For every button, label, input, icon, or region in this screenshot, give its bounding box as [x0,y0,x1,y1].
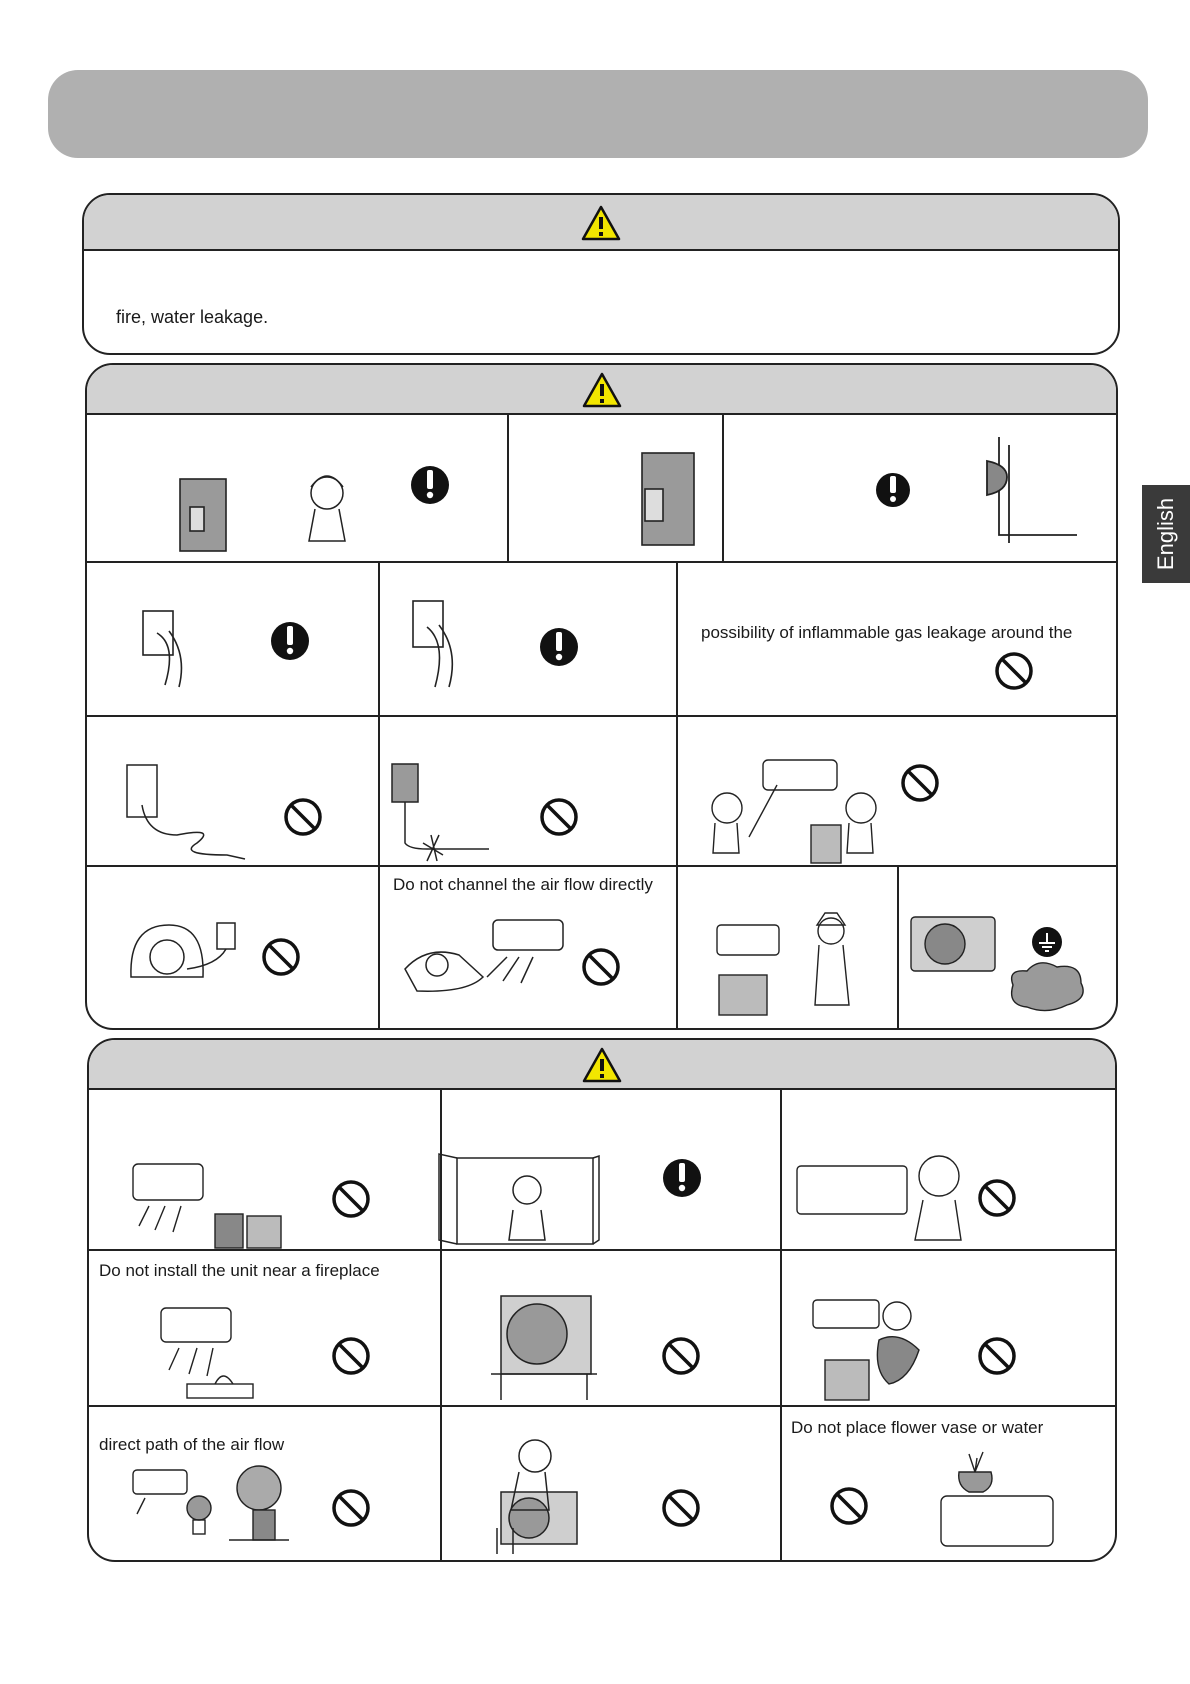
window-person-illustration [439,1154,599,1244]
language-tab[interactable] [1142,485,1190,583]
warning-intro-text: fire, water leakage. [116,307,269,327]
damaged-cord-illustration [392,764,489,861]
breaker-illustration [180,479,226,551]
plug-hand-illustration [413,601,452,687]
warning-triangle-icon [581,205,621,241]
language-tab-label: English [1153,497,1178,571]
prohibited-icon [334,1491,368,1525]
prohibited-icon [980,1181,1014,1215]
outlet-cord-illustration [127,765,245,859]
prohibited-icon [264,940,298,974]
mandatory-icon [663,1159,701,1197]
outdoor-unit-grounding-illustration [911,917,1083,1011]
plug-hand-illustration [143,611,181,687]
unit-bottles-illustration [133,1164,281,1248]
child-climbing-illustration [497,1440,577,1554]
outdoor-unit-stand-illustration [491,1296,597,1400]
prohibited-icon [664,1491,698,1525]
ground-icon [1032,927,1062,957]
plant-unit-illustration [813,1300,919,1400]
prohibited-icon [334,1182,368,1216]
prohibited-icon [542,800,576,834]
wall-pipe-illustration [987,437,1077,543]
air-path-caption: direct path of the air flow [99,1435,285,1454]
prohibited-icon [334,1339,368,1373]
prohibited-icon [286,800,320,834]
mandatory-icon [271,622,309,660]
warning-section-grid [87,365,1116,1028]
breaker-illustration [642,453,694,545]
unit-trees-illustration [133,1466,289,1540]
flower-vase-caption: Do not place flower vase or water [791,1418,1044,1437]
unit-stove-illustration [161,1308,253,1398]
mandatory-icon [876,473,910,507]
prohibited-icon [664,1339,698,1373]
caution-section-grid [89,1040,1115,1560]
kids-unit-illustration [712,760,876,863]
vase-on-unit-illustration [941,1452,1053,1546]
warning-section-box [85,363,1118,1030]
gas-leak-caption: possibility of inflammable gas leakage around the [701,623,1073,642]
baby-airflow-illustration [405,920,563,991]
warning-intro-header [84,195,1118,251]
worker-unit-illustration [717,913,849,1015]
warning-intro-box [82,193,1120,355]
fireplace-caption: Do not install the unit near a fireplace [99,1261,380,1280]
page-header-banner [48,70,1148,158]
prohibited-icon [832,1489,866,1523]
caution-section-box [87,1038,1117,1562]
prohibited-icon [997,654,1031,688]
air-flow-caption: Do not channel the air flow directly [393,875,653,894]
prohibited-icon [584,950,618,984]
girl-outlet-illustration [131,923,235,977]
mandatory-icon [540,628,578,666]
prohibited-icon [980,1339,1014,1373]
mandatory-icon [411,466,449,504]
person-illustration [309,476,345,541]
prohibited-icon [903,766,937,800]
unit-girl-illustration [797,1156,961,1240]
